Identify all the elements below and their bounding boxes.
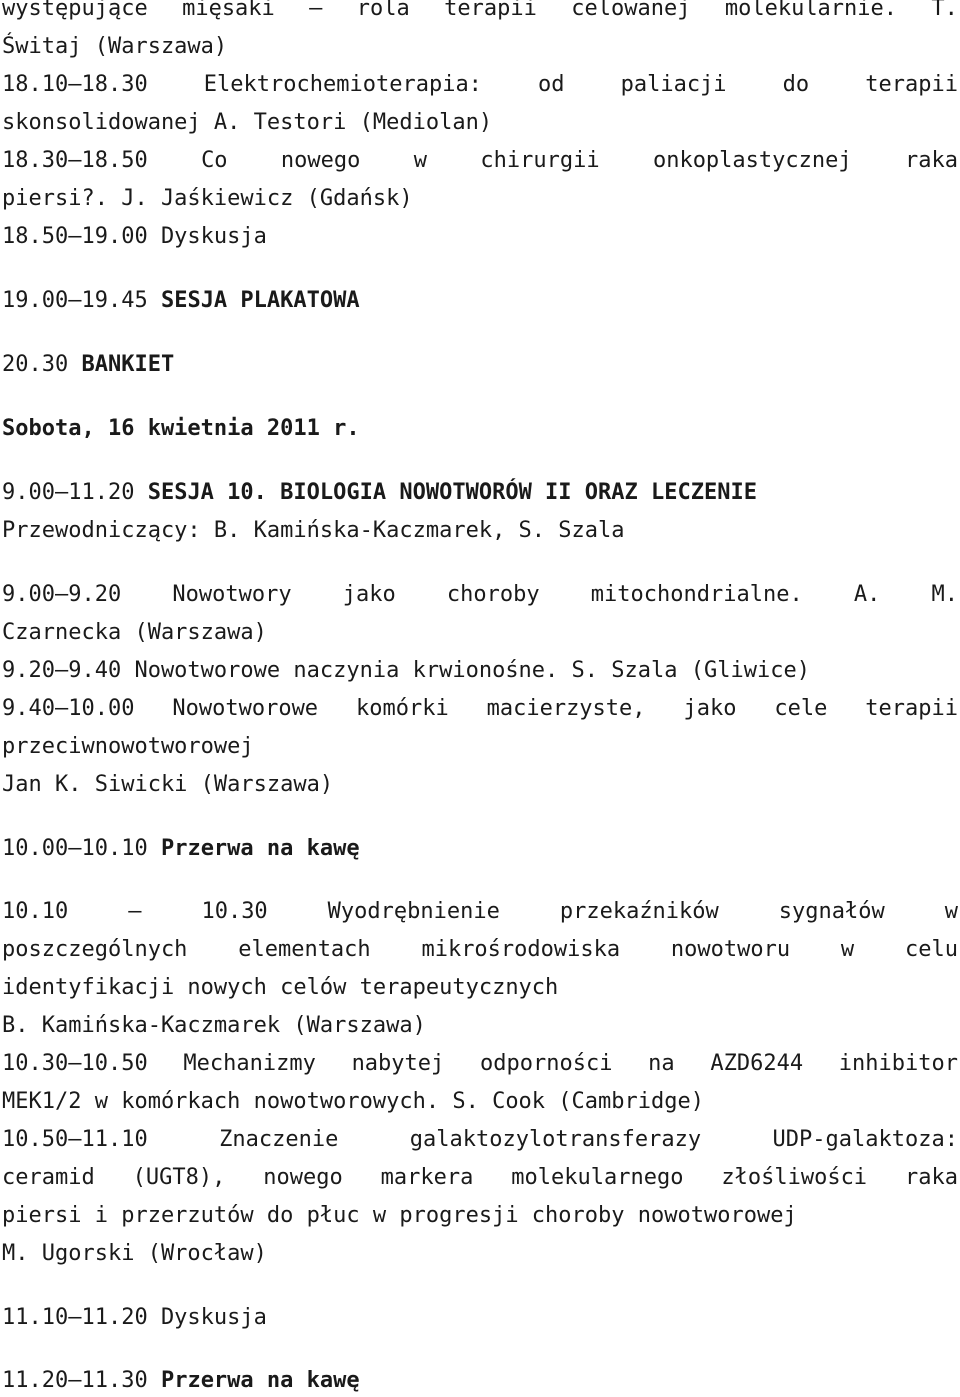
program-word: 18.10–18.30 — [2, 72, 148, 97]
program-text: B. Kamińska-Kaczmarek (Warszawa) — [2, 1013, 426, 1038]
program-line — [2, 770, 333, 800]
program-word: galaktozylotransferazy — [409, 1127, 702, 1152]
program-word: Nowotworowe — [172, 696, 319, 721]
program-word: paliacji — [620, 72, 727, 97]
program-line — [2, 1303, 267, 1333]
program-word: jako — [342, 582, 396, 607]
program-heading: Sobota, 16 kwietnia 2011 r. — [2, 416, 360, 441]
program-word: odporności — [479, 1051, 613, 1076]
program-line — [2, 1163, 958, 1193]
program-line — [2, 1087, 704, 1117]
program-line — [2, 108, 492, 138]
program-line — [2, 1125, 958, 1155]
program-heading: SESJA 10. BIOLOGIA NOWOTWORÓW II ORAZ LECZENIE — [147, 480, 757, 505]
program-text: identyfikacji nowych celów terapeutycznych — [2, 975, 559, 1000]
program-line — [2, 1239, 267, 1269]
program-line — [2, 834, 360, 864]
program-word: A. — [853, 582, 881, 607]
program-word: mikrośrodowiska — [421, 937, 621, 962]
program-word: Mechanizmy — [183, 1051, 316, 1076]
program-text: 11.10–11.20 Dyskusja — [2, 1305, 267, 1330]
program-word: celowanej — [571, 0, 691, 21]
program-line — [2, 1201, 797, 1231]
program-line — [2, 1366, 360, 1396]
program-word: w — [944, 899, 958, 924]
program-text: Czarnecka (Warszawa) — [2, 620, 267, 645]
program-word: nowotworu — [670, 937, 791, 962]
program-word: macierzyste, — [486, 696, 646, 721]
program-word: od — [538, 72, 565, 97]
program-line — [2, 1011, 426, 1041]
program-word: w — [840, 937, 855, 962]
program-line — [2, 184, 413, 214]
program-word: występujące — [2, 0, 148, 21]
program-line — [2, 350, 174, 380]
program-line — [2, 286, 360, 316]
program-word: inhibitor — [838, 1051, 958, 1076]
program-line — [2, 935, 958, 965]
program-word: Co — [201, 148, 228, 173]
program-time: 11.20–11.30 — [2, 1368, 161, 1393]
program-word: molekularnego — [511, 1165, 684, 1190]
program-word: komórki — [355, 696, 449, 721]
program-line — [2, 694, 958, 724]
program-time: 20.30 — [2, 352, 82, 377]
program-word: T. — [931, 0, 958, 21]
program-word: 10.50–11.10 — [2, 1127, 148, 1152]
program-heading: SESJA PLAKATOWA — [160, 288, 360, 313]
program-word: sygnałów — [778, 899, 885, 924]
program-text: MEK1/2 w komórkach nowotworowych. S. Cook (Cambridge) — [2, 1089, 704, 1114]
program-line — [2, 146, 958, 176]
program-line — [2, 732, 254, 762]
program-word: cele — [774, 696, 828, 721]
program-word: elementach — [238, 937, 371, 962]
program-line — [2, 973, 558, 1003]
program-word: Nowotwory — [172, 582, 292, 607]
program-word: onkoplastycznej — [652, 148, 852, 173]
program-word: molekularnie. — [724, 0, 898, 21]
program-word: raka — [904, 1165, 958, 1190]
program-word: terapii — [865, 72, 958, 97]
program-word: do — [782, 72, 810, 97]
program-word: – — [128, 899, 142, 924]
program-word: UDP-galaktoza: — [772, 1127, 958, 1152]
program-text: piersi i przerzutów do płuc w progresji choroby nowotworowej — [2, 1203, 797, 1228]
program-word: 9.00–9.20 — [2, 582, 122, 607]
program-word: Wyodrębnienie — [327, 899, 500, 924]
program-word: AZD6244 — [710, 1051, 804, 1076]
program-line — [2, 580, 958, 610]
program-word: terapii — [444, 0, 537, 21]
program-line — [2, 897, 958, 927]
program-word: mitochondrialne. — [590, 582, 803, 607]
program-text: przeciwnowotworowej — [2, 734, 254, 759]
program-line — [2, 1049, 958, 1079]
program-word: 18.30–18.50 — [2, 148, 148, 173]
program-text: 9.20–9.40 Nowotworowe naczynia krwionośne. S. Szala (Gliwice) — [2, 658, 810, 683]
program-word: 9.40–10.00 — [2, 696, 135, 721]
program-text: Przewodniczący: B. Kamińska-Kaczmarek, S. Szala — [2, 518, 625, 543]
program-word: raka — [905, 148, 958, 173]
program-word: nowego — [280, 148, 361, 173]
program-line — [2, 32, 227, 62]
program-heading: Przerwa na kawę — [160, 836, 360, 861]
program-line — [2, 70, 958, 100]
program-word: (UGT8), — [132, 1165, 226, 1190]
program-line — [2, 656, 810, 686]
program-word: M. — [931, 582, 958, 607]
program-word: markera — [380, 1165, 474, 1190]
program-text: 18.50–19.00 Dyskusja — [2, 224, 267, 249]
program-word: celu — [904, 937, 958, 962]
program-text: Świtaj (Warszawa) — [2, 34, 228, 59]
program-word: poszczególnych — [2, 937, 188, 962]
program-text: skonsolidowanej A. Testori (Mediolan) — [2, 110, 493, 135]
program-time: 19.00–19.45 — [2, 288, 161, 313]
program-word: złośliwości — [721, 1165, 868, 1190]
program-line — [2, 222, 267, 252]
program-word: mięsaki — [182, 0, 275, 21]
program-time: 10.00–10.10 — [2, 836, 161, 861]
program-word: choroby — [446, 582, 540, 607]
program-line — [2, 0, 958, 24]
program-time: 9.00–11.20 — [2, 480, 148, 505]
program-word: jako — [683, 696, 737, 721]
program-word: ceramid — [2, 1165, 95, 1190]
program-word: na — [648, 1051, 675, 1076]
program-word: – — [309, 0, 323, 21]
program-word: 10.30 — [201, 899, 268, 924]
program-word: nowego — [263, 1165, 343, 1190]
program-heading: Przerwa na kawę — [160, 1368, 360, 1393]
program-heading: BANKIET — [81, 352, 175, 377]
program-word: Elektrochemioterapia: — [203, 72, 482, 97]
program-line — [2, 516, 625, 546]
program-word: 10.30–10.50 — [2, 1051, 148, 1076]
program-line — [2, 414, 360, 444]
program-word: 10.10 — [2, 899, 69, 924]
program-word: w — [413, 148, 428, 173]
program-word: rola — [356, 0, 410, 21]
program-line — [2, 478, 757, 508]
program-word: przekaźników — [559, 899, 719, 924]
program-word: nabytej — [351, 1051, 445, 1076]
program-text: piersi?. J. Jaśkiewicz (Gdańsk) — [2, 186, 413, 211]
program-word: terapii — [865, 696, 958, 721]
program-line — [2, 618, 267, 648]
program-text: M. Ugorski (Wrocław) — [2, 1241, 267, 1266]
program-word: chirurgii — [480, 148, 600, 173]
program-word: Znaczenie — [219, 1127, 339, 1152]
program-text: Jan K. Siwicki (Warszawa) — [2, 772, 334, 797]
